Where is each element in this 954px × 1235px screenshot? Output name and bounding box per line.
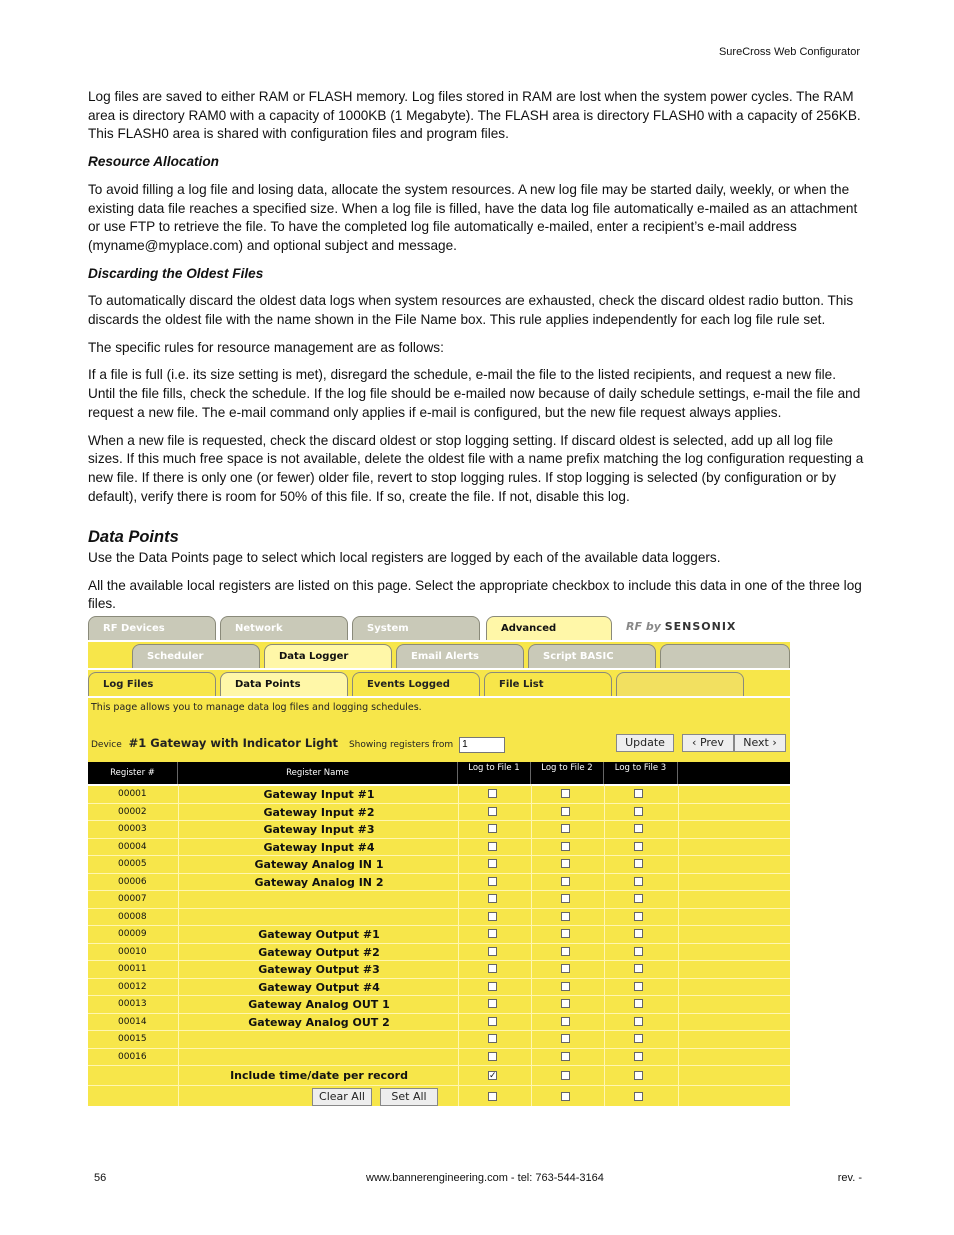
log-file-2-checkbox[interactable]	[561, 894, 570, 903]
log-file-3-checkbox[interactable]	[634, 999, 643, 1008]
log-file-1-checkbox[interactable]	[488, 1034, 497, 1043]
page-number: 56	[94, 1172, 107, 1184]
col-log-file-3: Log to File 3	[604, 762, 678, 784]
paragraph: When a new file is requested, check the discard oldest or stop logging setting. If discard oldest is selected, add up all log file sizes. If this much free space is not available, delete the oldest file with a name prefix matching the log configuration requesting a new file. If there is only one (or fewer) older file, revert to stop logging rules. If stop logging is selected (by configuration or by default), verify there is room for 50% of this file. If so, create the file. If not, disable this log.	[88, 432, 864, 504]
log-file-2-checkbox[interactable]	[561, 1017, 570, 1026]
timedate-row	[88, 1066, 790, 1086]
tab-empty	[660, 644, 790, 668]
log-file-1-checkbox[interactable]	[488, 1092, 497, 1101]
paragraph: If a file is full (i.e. its size setting is met), disregard the schedule, e-mail the file to the listed recipients, and request a new file. Until the file fills, check the schedule. If the log file should be e-mailed now because of daily schedule settings, e-mail the file and request a new file. The e-mail command only applies if e-mail is configured, but the new file request always applies.	[88, 367, 861, 420]
register-name: Gateway Analog OUT 2	[248, 1015, 390, 1029]
log-file-3-checkbox[interactable]	[634, 1092, 643, 1101]
paragraph: Use the Data Points page to select which local registers are logged by each of the available data loggers.	[88, 550, 721, 566]
timedate-file-3-checkbox[interactable]	[634, 1071, 643, 1080]
col-log-file-2: Log to File 2	[531, 762, 604, 784]
register-number: 00010	[118, 946, 147, 957]
column-divider	[178, 784, 179, 1106]
log-file-2-checkbox[interactable]	[561, 877, 570, 886]
tab-script-basic[interactable]: Script BASIC	[528, 644, 656, 668]
register-table-header	[88, 762, 790, 784]
log-file-1-checkbox[interactable]	[488, 859, 497, 868]
log-file-3-checkbox[interactable]	[634, 859, 643, 868]
table-row	[88, 979, 790, 997]
log-file-1-checkbox[interactable]	[488, 982, 497, 991]
log-file-3-checkbox[interactable]	[634, 842, 643, 851]
device-name: #1 Gateway with Indicator Light	[128, 736, 339, 750]
document-body	[88, 88, 864, 623]
register-name: Gateway Analog IN 1	[254, 858, 384, 871]
table-row	[88, 1031, 790, 1049]
subheading: Discarding the Oldest Files	[88, 265, 264, 281]
log-file-1-checkbox[interactable]	[488, 894, 497, 903]
register-number: 00014	[118, 1016, 147, 1027]
register-number: 00016	[118, 1051, 147, 1062]
log-file-1-checkbox[interactable]	[488, 789, 497, 798]
log-file-2-checkbox[interactable]	[561, 964, 570, 973]
register-name: Gateway Output #3	[258, 963, 380, 976]
register-number: 00004	[118, 841, 147, 852]
register-name: Gateway Input #3	[263, 823, 375, 836]
register-name: Gateway Input #1	[263, 788, 375, 801]
table-row	[88, 961, 790, 979]
table-row	[88, 839, 790, 857]
log-file-1-checkbox[interactable]	[488, 929, 497, 938]
log-file-2-checkbox[interactable]	[561, 789, 570, 798]
column-divider	[458, 784, 459, 1106]
tab-data-points[interactable]: Data Points	[220, 672, 348, 696]
set-all-button[interactable]: Set All	[380, 1088, 438, 1106]
log-file-2-checkbox[interactable]	[561, 807, 570, 816]
log-file-1-checkbox[interactable]	[488, 999, 497, 1008]
clear-all-button[interactable]: Clear All	[312, 1088, 372, 1106]
log-file-1-checkbox[interactable]	[488, 807, 497, 816]
register-name: Gateway Output #2	[258, 945, 380, 959]
tab-advanced[interactable]: Advanced	[486, 616, 612, 640]
logger-tab-row	[88, 670, 790, 696]
sub-tab-row	[88, 642, 790, 668]
tab-rf-devices[interactable]: RF Devices	[88, 616, 216, 640]
log-file-3-checkbox[interactable]	[634, 877, 643, 886]
register-name: Gateway Analog IN 2	[254, 875, 384, 889]
log-file-1-checkbox[interactable]	[488, 824, 497, 833]
subheading: Resource Allocation	[88, 154, 219, 170]
info-banner	[88, 698, 790, 762]
log-file-3-checkbox[interactable]	[634, 824, 643, 833]
log-file-1-checkbox[interactable]	[488, 912, 497, 921]
table-row	[88, 909, 790, 927]
timedate-file-2-checkbox[interactable]	[561, 1071, 570, 1080]
register-number: 00008	[118, 911, 147, 922]
log-file-2-checkbox[interactable]	[561, 947, 570, 956]
register-name: Gateway Input #4	[263, 840, 375, 854]
table-row	[88, 926, 790, 944]
log-file-2-checkbox[interactable]	[561, 859, 570, 868]
register-name	[180, 1049, 458, 1066]
next-button[interactable]: Next ›	[734, 734, 786, 752]
log-file-1-checkbox[interactable]	[488, 1017, 497, 1026]
log-file-1-checkbox[interactable]	[488, 877, 497, 886]
log-file-1-checkbox[interactable]	[488, 1052, 497, 1061]
tab-scheduler[interactable]: Scheduler	[132, 644, 260, 668]
log-file-2-checkbox[interactable]	[561, 1052, 570, 1061]
column-divider	[604, 784, 605, 1106]
paragraph: To automatically discard the oldest data logs when system resources are exhausted, check the discard oldest radio button. This discards the oldest file with the name shown in the File Name box. This rule applies independently for each log file rule set.	[88, 293, 854, 328]
paragraph: Log files are saved to either RAM or FLASH memory. Log files stored in RAM are lost when the system power cycles. The RAM area is directory RAM0 with a capacity of 1000KB (1 Megabyte). The FLASH area is directory FLASH0 with a capacity of 256KB. This FLASH0 area is shared with configuration files and program files.	[88, 89, 861, 142]
log-file-3-checkbox[interactable]	[634, 929, 643, 938]
table-row	[88, 874, 790, 892]
revision: rev. -	[837, 1172, 862, 1184]
log-file-3-checkbox[interactable]	[634, 912, 643, 921]
log-file-3-checkbox[interactable]	[634, 1034, 643, 1043]
log-file-3-checkbox[interactable]	[634, 1052, 643, 1061]
log-file-3-checkbox[interactable]	[634, 964, 643, 973]
device-label: Device	[91, 740, 122, 750]
update-button[interactable]: Update	[616, 734, 674, 752]
log-file-2-checkbox[interactable]	[561, 842, 570, 851]
log-file-1-checkbox[interactable]	[488, 964, 497, 973]
register-name: Gateway Output #1	[258, 928, 380, 941]
paragraph: The specific rules for resource management are as follows:	[88, 339, 444, 355]
log-file-3-checkbox[interactable]	[634, 894, 643, 903]
table-row	[88, 891, 790, 909]
log-file-3-checkbox[interactable]	[634, 982, 643, 991]
tab-system[interactable]: System	[352, 616, 480, 640]
register-name: Gateway Output #4	[258, 980, 380, 994]
tab-network[interactable]: Network	[220, 616, 348, 640]
log-file-2-checkbox[interactable]	[561, 1034, 570, 1043]
register-number: 00015	[118, 1034, 147, 1044]
log-file-3-checkbox[interactable]	[634, 789, 643, 798]
log-file-2-checkbox[interactable]	[561, 929, 570, 938]
register-number: 00005	[118, 859, 147, 869]
column-divider	[531, 784, 532, 1106]
device-selector	[91, 736, 505, 753]
section-heading: Data Points	[88, 528, 179, 547]
register-number: 00006	[118, 876, 147, 887]
register-number: 00012	[118, 981, 147, 992]
tab-events-logged[interactable]: Events Logged	[352, 672, 480, 696]
tab-email-alerts[interactable]: Email Alerts	[396, 644, 524, 668]
main-tab-row	[88, 614, 790, 640]
log-file-2-checkbox[interactable]	[561, 999, 570, 1008]
log-file-2-checkbox[interactable]	[561, 1092, 570, 1101]
footer-contact: www.bannerengineering.com - tel: 763-544-3164	[366, 1172, 604, 1184]
register-name	[180, 891, 458, 908]
running-header: SureCross Web Configurator	[718, 46, 860, 58]
log-file-3-checkbox[interactable]	[634, 807, 643, 816]
table-row	[88, 786, 790, 804]
col-register-number: Register #	[88, 762, 178, 784]
col-register-name: Register Name	[178, 762, 458, 784]
table-row	[88, 1049, 790, 1067]
table-row	[88, 821, 790, 839]
table-row	[88, 996, 790, 1014]
log-file-2-checkbox[interactable]	[561, 824, 570, 833]
register-number: 00002	[118, 806, 147, 817]
log-file-3-checkbox[interactable]	[634, 1017, 643, 1026]
register-start-input[interactable]	[459, 737, 505, 753]
register-table-body	[88, 786, 790, 1106]
tab-log-files[interactable]: Log Files	[88, 672, 216, 696]
register-number: 00001	[118, 789, 147, 799]
log-file-2-checkbox[interactable]	[561, 982, 570, 991]
log-file-3-checkbox[interactable]	[634, 947, 643, 956]
data-points-screenshot	[88, 614, 790, 1106]
log-file-2-checkbox[interactable]	[561, 912, 570, 921]
register-number: 00003	[118, 824, 147, 834]
register-number: 00007	[118, 894, 147, 904]
table-row	[88, 944, 790, 962]
register-name	[180, 909, 458, 926]
bulk-actions-row	[88, 1086, 790, 1106]
timedate-file-1-checkbox[interactable]: ✓	[489, 1071, 497, 1081]
tab-data-logger[interactable]: Data Logger	[264, 644, 392, 668]
brand-logo: RF by SENSONIX	[626, 620, 737, 633]
register-name: Gateway Input #2	[263, 805, 375, 819]
prev-button[interactable]: ‹ Prev	[682, 734, 734, 752]
timedate-label: Include time/date per record	[230, 1069, 408, 1082]
register-number: 00011	[118, 964, 147, 974]
info-message: This page allows you to manage data log files and logging schedules.	[91, 702, 422, 713]
table-row	[88, 856, 790, 874]
table-row	[88, 804, 790, 822]
log-file-1-checkbox[interactable]	[488, 947, 497, 956]
register-number: 00013	[118, 999, 147, 1009]
register-name	[180, 1031, 458, 1048]
log-file-1-checkbox[interactable]	[488, 842, 497, 851]
register-name: Gateway Analog OUT 1	[248, 998, 390, 1011]
register-number: 00009	[118, 929, 147, 939]
showing-label: Showing registers from	[348, 740, 454, 750]
paragraph: All the available local registers are listed on this page. Select the appropriate checkbox to include this data in one of the three log files.	[88, 577, 862, 612]
col-log-file-1: Log to File 1	[458, 762, 531, 784]
column-divider	[678, 784, 679, 1106]
tab-file-list[interactable]: File List	[484, 672, 612, 696]
tab-empty	[616, 672, 744, 696]
paragraph: To avoid filling a log file and losing data, allocate the system resources. A new log file may be started daily, weekly, or when the existing data file reaches a specified size. When a log file is filled, have the data log file automatically e-mailed as an attachment or use FTP to retrieve the file. To have the completed log file automatically e-mailed, enter a recipient’s e-mail address (myname@myplace.com) and optional subject and message.	[88, 181, 858, 253]
table-row	[88, 1014, 790, 1032]
